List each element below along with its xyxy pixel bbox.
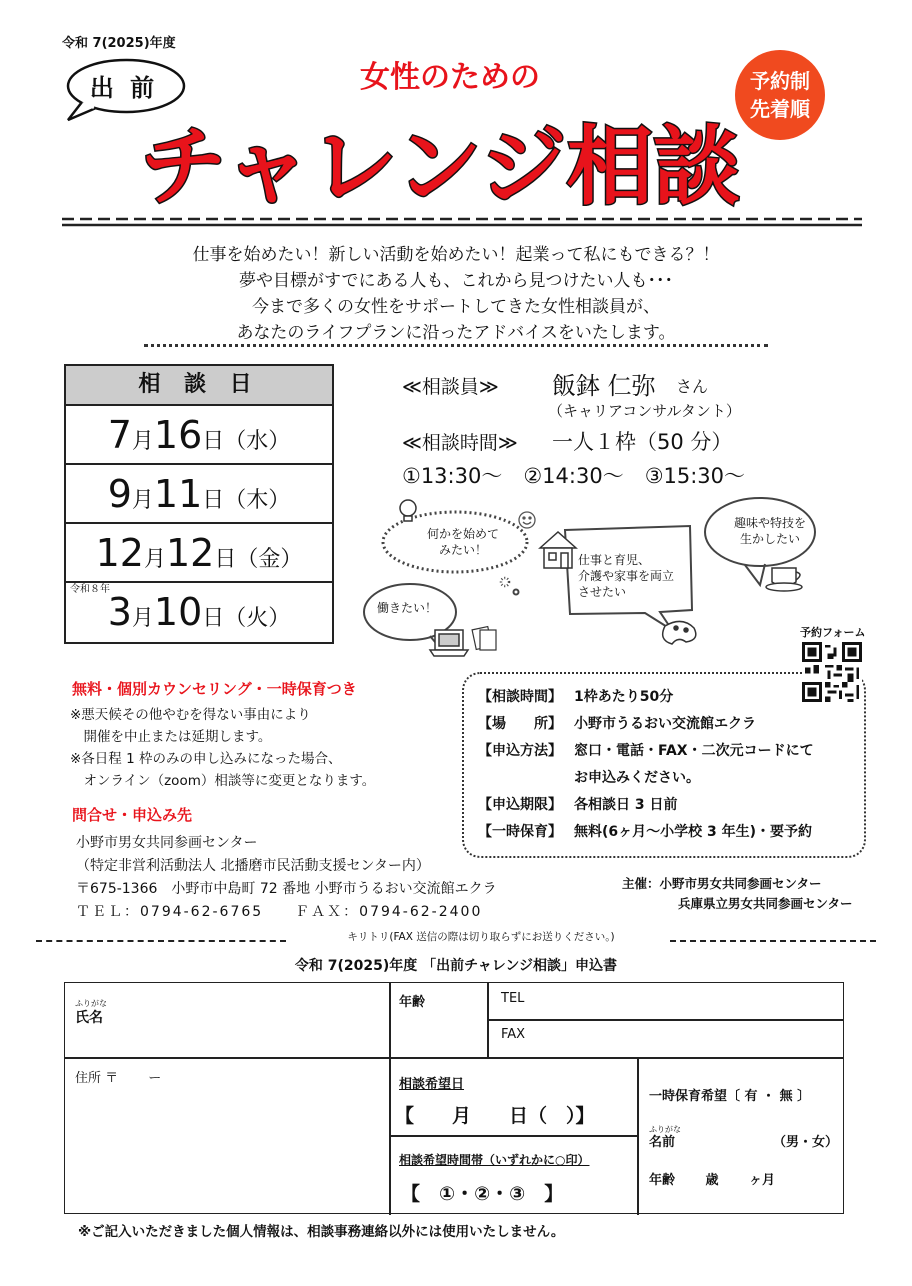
bubble-line: させたい: [578, 585, 627, 599]
month-suffix: 月: [131, 606, 154, 631]
date-day: 16: [153, 413, 203, 457]
bubble-line: 仕事と育児、: [578, 553, 651, 567]
house-icon: [540, 532, 576, 568]
month-suffix: 月: [131, 429, 154, 454]
childcare-field[interactable]: 一時保育希望〔 有 ・ 無 〕: [649, 1089, 811, 1104]
tel-field-label[interactable]: TEL: [501, 991, 525, 1006]
time-label: ≪相談時間≫: [402, 432, 518, 454]
date-day: 12: [165, 531, 215, 575]
info-row: [478, 711, 814, 738]
child-ruby: ふりがな: [649, 1125, 681, 1134]
contact-line: 小野市男女共同参画センター: [76, 835, 258, 851]
date-weekday: （金）: [236, 547, 303, 572]
main-title: [130, 100, 750, 220]
main-title-text: チャレンジ相談: [140, 117, 740, 217]
date-day: 10: [153, 590, 203, 634]
bubble-line: 生かしたい: [739, 532, 800, 546]
date-weekday: （水）: [224, 429, 291, 454]
info-row: [478, 819, 814, 846]
bubble-line: みたい！: [438, 543, 487, 557]
badge-line1: 予約制: [750, 69, 810, 93]
info-value: 窓口・電話・FAX・二次元コードにて: [574, 743, 814, 759]
cut-line: [36, 940, 286, 942]
bubble-start-something: [418, 526, 508, 558]
contact-line: （特定非営利活動法人 北播磨市民活動支援センター内）: [76, 858, 430, 874]
coffee-cup-icon: [766, 568, 802, 591]
date-month: 7: [107, 413, 132, 457]
note-line: ※悪天候その他やむを得ない事由により: [70, 707, 311, 723]
date-row: [66, 406, 332, 465]
reservation-badge: [735, 50, 825, 140]
date-weekday: （木）: [224, 488, 291, 513]
contact-heading: 問合せ・申込み先: [72, 806, 193, 824]
name-field-label[interactable]: 氏名: [75, 1010, 103, 1026]
bubble-line: 趣味や特技を: [733, 516, 806, 530]
bubble-line: 働きたい！: [376, 601, 437, 615]
palette-icon: [663, 621, 696, 644]
fiscal-year: 令和 7(2025)年度: [62, 36, 176, 51]
child-sex-field[interactable]: （男・女）: [773, 1135, 839, 1150]
qr-label: 予約フォーム: [800, 626, 866, 639]
date-month: 12: [95, 531, 144, 575]
day-suffix: 日: [202, 606, 225, 631]
bubble-line: 何かを始めて: [426, 527, 499, 541]
header-rule: [62, 216, 862, 228]
month-suffix: 月: [143, 547, 166, 572]
age-field-label[interactable]: 年齢: [399, 995, 426, 1010]
info-value: 1枠あたり50分: [574, 689, 674, 705]
date-day: 11: [153, 472, 203, 516]
bubble-line: 介護や家事を両立: [578, 569, 675, 583]
note-line: ※各日程 1 枠のみの申し込みになった場合、: [70, 751, 342, 767]
time-value: 一人１枠（50 分）: [552, 430, 733, 454]
intro-line: 仕事を始めたい！新しい活動を始めたい！起業って私にもできる？！: [192, 245, 720, 265]
consultant-role: （キャリアコンサルタント）: [548, 402, 741, 420]
info-key: 【申込方法】: [478, 743, 562, 759]
time-slots: ①13:30～ ②14:30～ ③15:30～: [402, 464, 746, 488]
time-field-label: 相談希望時間帯（いずれかに○印）: [399, 1153, 590, 1167]
fax-field-label[interactable]: FAX: [501, 1027, 526, 1042]
bubble-want-to-work: [372, 600, 442, 616]
contact-tel-fax: ＴＥＬ：0794-62-6765 ＦＡＸ：0794-62-2400: [76, 904, 483, 920]
intro-divider: [144, 344, 768, 347]
contact-info: [76, 832, 497, 924]
cut-instruction: キリトリ(FAX 送信の際は切り取らずにお送りください。): [347, 931, 615, 943]
time-choice-field[interactable]: 【 ①・②・③ 】: [401, 1183, 564, 1205]
info-row: [478, 738, 814, 765]
info-key: 【相談時間】: [478, 689, 562, 705]
cut-line: [670, 940, 876, 942]
info-key: 【申込期限】: [478, 797, 562, 813]
address-field-label[interactable]: 住所 〒 ー: [75, 1071, 162, 1086]
bubble-balance-work: [578, 552, 688, 600]
info-row: [478, 792, 814, 819]
date-row: [66, 583, 332, 642]
form-title: 令和 7(2025)年度 「出前チャレンジ相談」申込書: [294, 958, 618, 974]
notes: [70, 704, 375, 792]
hosts: [622, 874, 853, 914]
info-value: 無料(6ヶ月～小学校 3 年生)・要予約: [574, 824, 813, 840]
date-month: 9: [107, 472, 132, 516]
info-row: [478, 765, 814, 792]
application-form: [64, 982, 844, 1214]
note-line: 開催を中止または延期します。: [70, 729, 272, 745]
documents-icon: [472, 627, 496, 650]
intro-line: 夢や目標がすでにある人も、これから見つけたい人も･･･: [238, 271, 673, 291]
intro-line: 今まで多くの女性をサポートしてきた女性相談員が、: [252, 297, 660, 317]
dates-table: [64, 364, 334, 644]
badge-line2: 先着順: [750, 97, 810, 121]
laptop-icon: [430, 630, 468, 656]
demae-label: 出 前: [89, 74, 159, 102]
lightbulb-icon: [400, 500, 416, 521]
info-value: 各相談日 3 日前: [574, 797, 678, 813]
date-month: 3: [107, 590, 132, 634]
date-year-note: 令和８年: [70, 584, 110, 595]
privacy-note: ※ご記入いただきました個人情報は、相談事務連絡以外には使用いたしません。: [78, 1224, 565, 1240]
child-age-field[interactable]: 年齢 歳 ヶ月: [649, 1173, 776, 1188]
host-line: 兵庫県立男女共同参画センター: [678, 896, 853, 911]
subtitle: 女性のための: [360, 60, 540, 95]
date-row: [66, 524, 332, 583]
qr-code-icon[interactable]: [802, 642, 862, 702]
info-list: [478, 684, 814, 846]
date-field[interactable]: 【 月 日（ ）】: [395, 1105, 595, 1127]
day-suffix: 日: [202, 429, 225, 454]
note-line: オンライン（zoom）相談等に変更となります。: [70, 773, 376, 789]
date-weekday: （火）: [224, 606, 291, 631]
name-ruby: ふりがな: [75, 999, 107, 1008]
consultant-honorific: さん: [676, 377, 709, 396]
smile-icon: [519, 512, 535, 528]
host-line: 主催：小野市男女共同参画センター: [622, 876, 822, 891]
month-suffix: 月: [131, 488, 154, 513]
intro-line: あなたのライフプランに沿ったアドバイスをいたします。: [236, 323, 676, 343]
date-field-label: 相談希望日: [399, 1077, 465, 1092]
info-key: 【一時保育】: [478, 824, 562, 840]
intro-text: [100, 242, 812, 346]
info-row: [478, 684, 814, 711]
free-service-heading: 無料・個別カウンセリング・一時保育つき: [72, 680, 357, 698]
consultant-name: 飯鉢 仁弥: [552, 372, 656, 400]
day-suffix: 日: [202, 488, 225, 513]
bubble-use-hobby: [730, 515, 810, 547]
info-value: お申込みください。: [574, 770, 700, 786]
day-suffix: 日: [214, 547, 237, 572]
date-row: [66, 465, 332, 524]
child-name-field[interactable]: 名前: [649, 1135, 676, 1150]
consultant-label: ≪相談員≫: [402, 376, 499, 398]
info-value: 小野市うるおい交流館エクラ: [574, 716, 756, 732]
contact-line: 〒675-1366 小野市中島町 72 番地 小野市うるおい交流館エクラ: [76, 881, 497, 897]
info-key: 【場 所】: [478, 716, 562, 732]
dates-heading: 相 談 日: [66, 366, 332, 406]
